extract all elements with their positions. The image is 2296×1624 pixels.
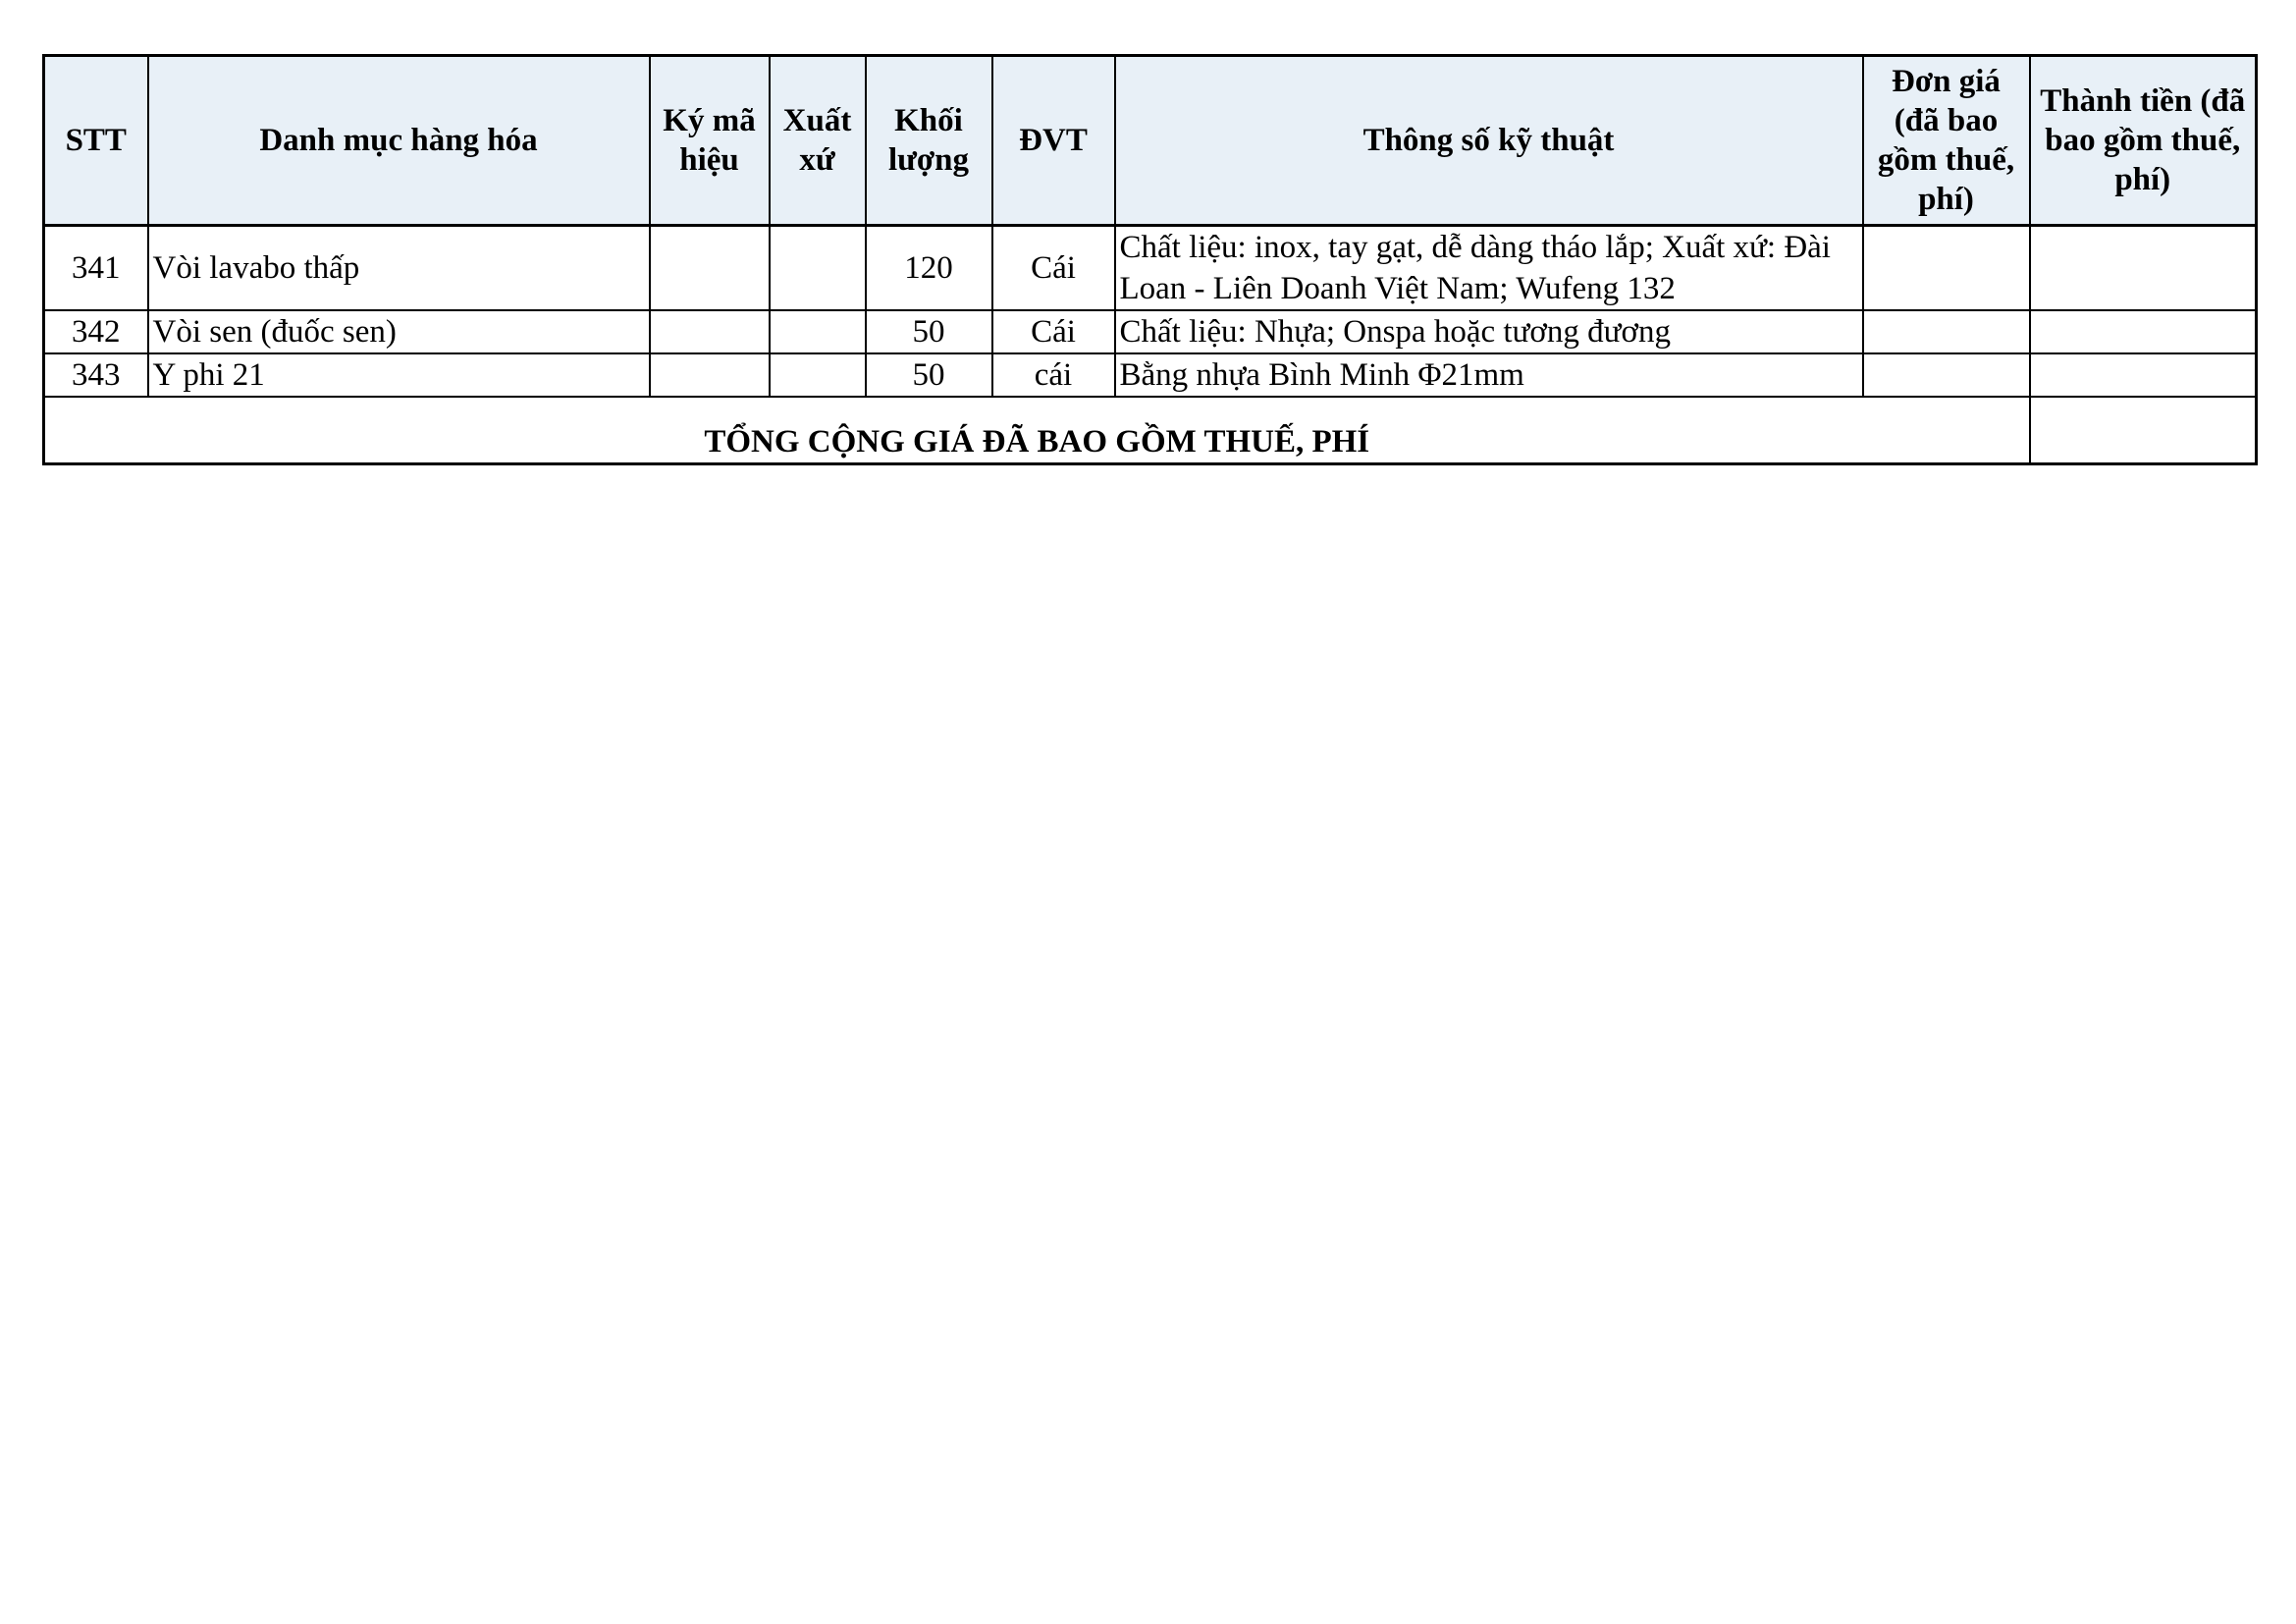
header-stt: STT <box>44 56 148 226</box>
cell-stt: 343 <box>44 353 148 397</box>
cell-goods-name: Vòi sen (đuốc sen) <box>148 310 650 353</box>
cell-stt: 342 <box>44 310 148 353</box>
goods-table <box>42 54 2258 465</box>
header-specification: Thông số kỹ thuật <box>1115 56 1863 226</box>
table-row <box>44 353 2257 397</box>
table-row <box>44 226 2257 311</box>
cell-amount <box>2030 353 2257 397</box>
cell-origin <box>770 353 866 397</box>
cell-unit-price <box>1863 310 2030 353</box>
total-amount <box>2030 397 2257 464</box>
header-amount: Thành tiền (đã bao gồm thuế, phí) <box>2030 56 2257 226</box>
cell-specification: Chất liệu: inox, tay gạt, dễ dàng tháo lắp; Xuất xứ: Đài Loan - Liên Doanh Việt Nam; Wufeng 132 <box>1115 226 1863 311</box>
header-code: Ký mã hiệu <box>650 56 770 226</box>
cell-unit-price <box>1863 353 2030 397</box>
total-row <box>44 397 2257 464</box>
total-label: TỔNG CỘNG GIÁ ĐÃ BAO GỒM THUẾ, PHÍ <box>44 397 2030 464</box>
cell-quantity: 120 <box>866 226 992 311</box>
cell-unit: Cái <box>992 310 1115 353</box>
cell-quantity: 50 <box>866 353 992 397</box>
cell-goods-name: Vòi lavabo thấp <box>148 226 650 311</box>
cell-code <box>650 310 770 353</box>
cell-specification: Bằng nhựa Bình Minh Φ21mm <box>1115 353 1863 397</box>
cell-stt: 341 <box>44 226 148 311</box>
header-origin: Xuất xứ <box>770 56 866 226</box>
cell-unit-price <box>1863 226 2030 311</box>
cell-origin <box>770 226 866 311</box>
cell-amount <box>2030 226 2257 311</box>
header-unit-price: Đơn giá (đã bao gồm thuế, phí) <box>1863 56 2030 226</box>
header-unit: ĐVT <box>992 56 1115 226</box>
cell-origin <box>770 310 866 353</box>
header-goods-name: Danh mục hàng hóa <box>148 56 650 226</box>
cell-quantity: 50 <box>866 310 992 353</box>
cell-goods-name: Y phi 21 <box>148 353 650 397</box>
cell-unit: cái <box>992 353 1115 397</box>
cell-amount <box>2030 310 2257 353</box>
header-row <box>44 56 2257 226</box>
header-quantity: Khối lượng <box>866 56 992 226</box>
cell-specification: Chất liệu: Nhựa; Onspa hoặc tương đương <box>1115 310 1863 353</box>
cell-code <box>650 353 770 397</box>
table-row <box>44 310 2257 353</box>
cell-code <box>650 226 770 311</box>
cell-unit: Cái <box>992 226 1115 311</box>
